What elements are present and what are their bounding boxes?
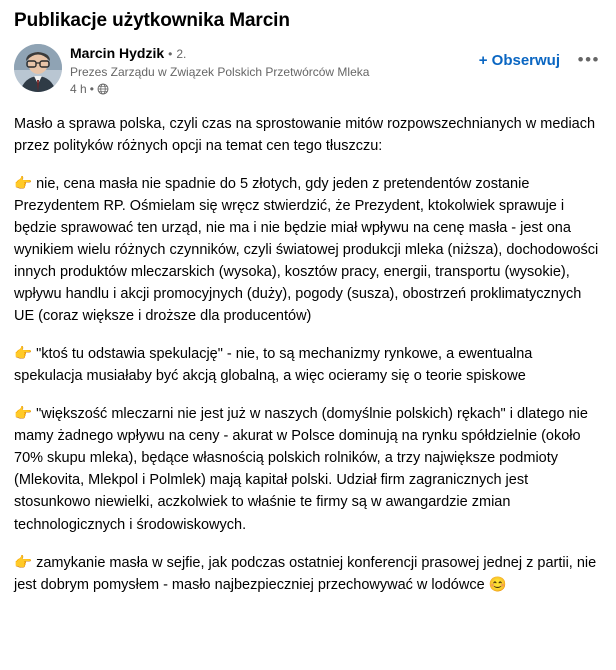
more-options-icon[interactable]: •••: [577, 50, 600, 69]
post-paragraph: 👉 zamykanie masła w sejfie, jak podczas ostatniej konferencji prasowej jednej z partii, nie jest dobrym pomysłem - masło najbezpieczniej przechowywać w lodówce 😊: [14, 554, 597, 593]
post-card: [0, 42, 616, 596]
post-paragraph: 👉 "ktoś tu odstawia spekulację" - nie, to są mechanizmy rynkowe, a ewentualna spekulacja musiałaby być akcją globalną, a więc ocieramy się o teorie spiskowe: [14, 346, 533, 385]
post-paragraph: 👉 nie, cena masła nie spadnie do 5 złotych, gdy jeden z pretendentów zostanie Prezydentem RP. Ośmielam się wręcz stwierdzić, że Prezydent, ktokolwiek sprawuje i będzie sprawować ten urząd, nie ma i nie będzie miał wpływu na cenę masła - jest ona wynikiem wielu różnych czynników, czyli światowej produkcji mleka (niższa), dochodowości innych produktów mleczarskich (wysoka), kosztów pracy, energii, transportu (wysokie), wpływu handlu i akcji promocyjnych (duży), pogody (susza), obostrzeń proklimatycznych UE (coraz większe i droższe dla producentów): [14, 176, 599, 325]
author-name[interactable]: Marcin Hydzik: [70, 45, 165, 61]
meta-separator: •: [89, 82, 94, 96]
post-body: [14, 113, 602, 596]
post-time: 4 h: [70, 82, 87, 96]
post-paragraph: Masło a sprawa polska, czyli czas na sprostowanie mitów rozpowszechnianych w mediach przez polityków różnych opcji na temat cen tego tłuszczu:: [14, 116, 596, 155]
globe-icon: [97, 83, 109, 95]
connection-degree: 2.: [176, 47, 187, 61]
follow-button[interactable]: + Obserwuj: [473, 48, 566, 73]
page-title: Publikacje użytkownika Marcin: [14, 10, 290, 31]
degree-separator: •: [168, 47, 173, 61]
post-paragraph: 👉 "większość mleczarni nie jest już w naszych (domyślnie polskich) rękach" i dlatego nie mamy żadnego wpływu na ceny - akurat w Polsce dominują na rynku spółdzielnie (około 70% skupu mleka), będące własnością polskich rolników, a trzy największe podmioty (Mlekovita, Mlekpol i Polmlek) mają kapitał polski. Udział firm zagranicznych jest stosunkowo niewielki, aczkolwiek to właśnie te firmy są w awangardzie zmian technologicznych i środowiskowych.: [14, 406, 588, 533]
post-meta: [70, 81, 602, 97]
post-header: [14, 42, 602, 97]
author-headline: Prezes Zarządu w Związek Polskich Przetwórców Mleka: [70, 65, 370, 79]
avatar[interactable]: [14, 44, 62, 92]
